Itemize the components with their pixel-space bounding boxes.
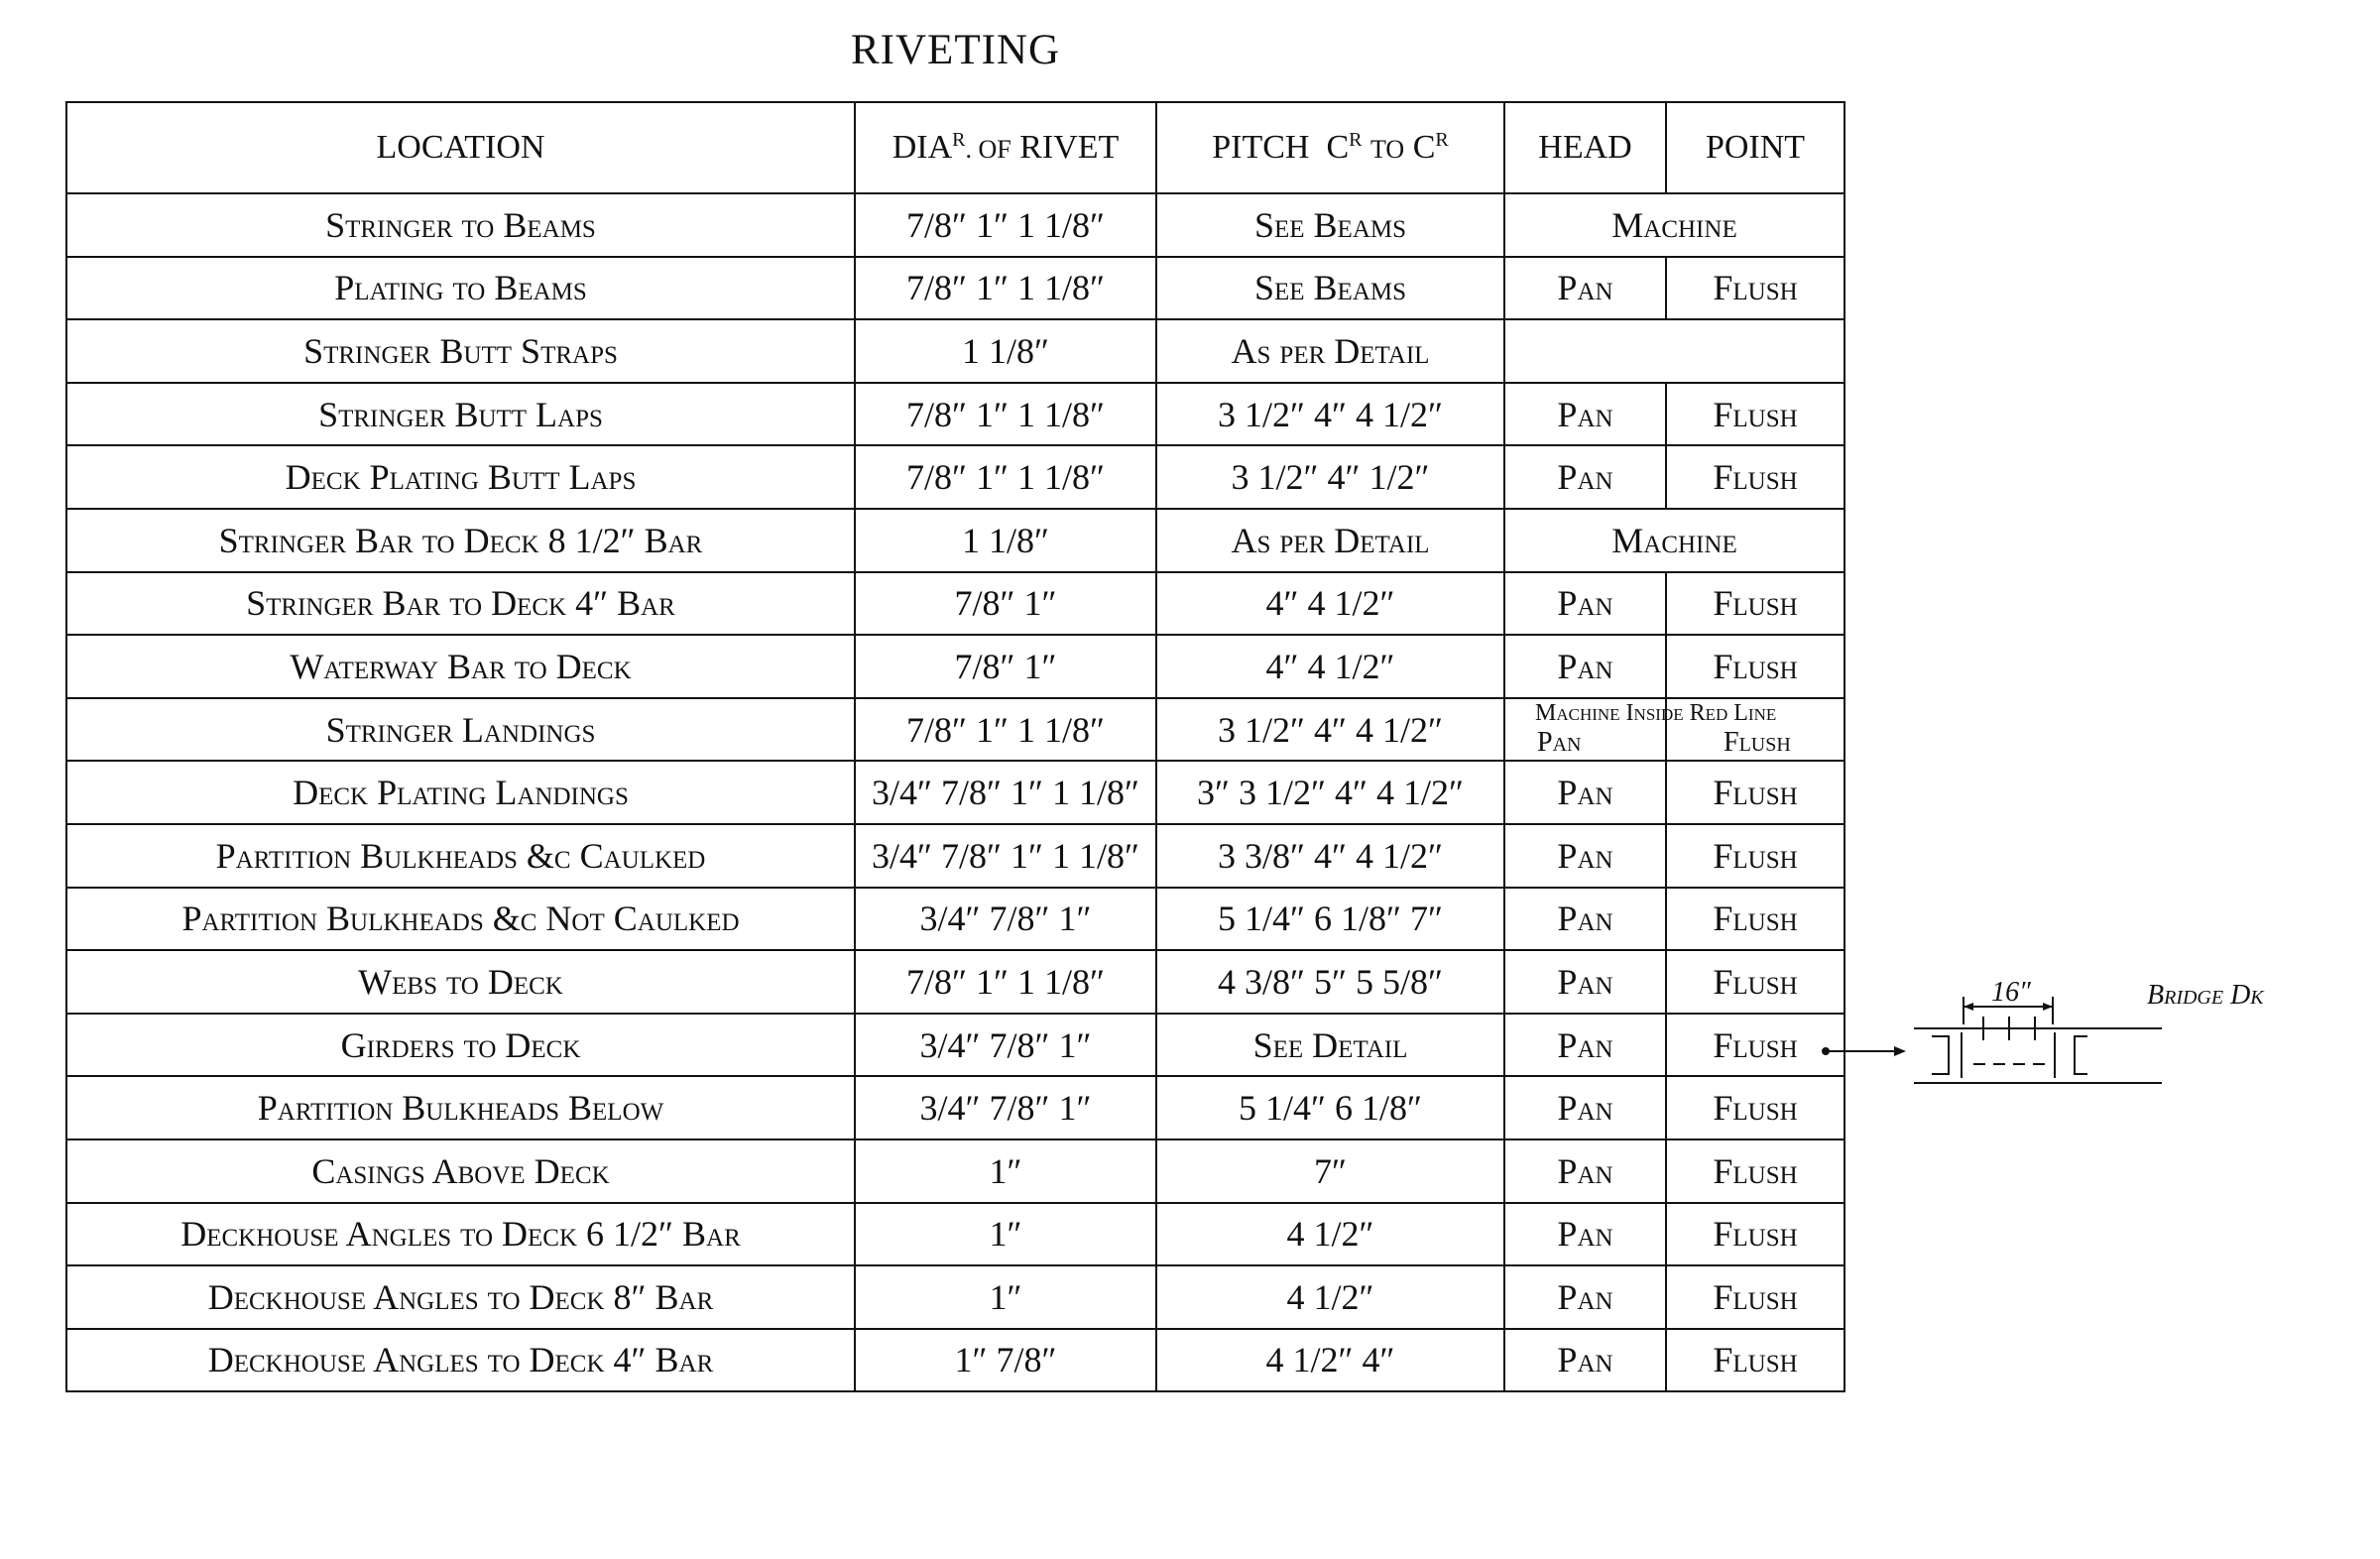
diameter-cell: 3/4″ 7/8″ 1″ (855, 888, 1156, 951)
diameter-cell: 7/8″ 1″ (855, 572, 1156, 636)
location-cell: Deckhouse Angles to Deck 8″ Bar (66, 1265, 855, 1329)
head-cell: Pan (1504, 445, 1666, 509)
pitch-cell: 4″ 4 1/2″ (1156, 572, 1504, 636)
head-cell (1504, 319, 1844, 383)
header-location (66, 102, 855, 193)
location-cell: Deck Plating Butt Laps (66, 445, 855, 509)
bridge-deck-label: Bridge Dk (2147, 980, 2264, 1011)
head-cell: Pan (1504, 1203, 1666, 1266)
point-cell: Flush (1666, 1076, 1844, 1139)
head-cell: Pan (1504, 383, 1666, 446)
head-cell: Pan (1504, 572, 1666, 636)
table-row (66, 698, 1844, 762)
head-value: Pan (1537, 726, 1582, 758)
dim-arrow-left-icon (1964, 1003, 1973, 1011)
pitch-cell: 7″ (1156, 1139, 1504, 1203)
header-location-label: LOCATION (376, 129, 545, 166)
pitch-cell: 5 1/4″ 6 1/8″ 7″ (1156, 888, 1504, 951)
head-cell: Machine (1504, 509, 1844, 572)
diameter-cell: 7/8″ 1″ (855, 635, 1156, 698)
header-pitch-c2: C (1412, 129, 1436, 166)
pitch-cell: 3 1/2″ 4″ 4 1/2″ (1156, 698, 1504, 762)
pitch-cell: 3 1/2″ 4″ 1/2″ (1156, 445, 1504, 509)
point-cell: Flush (1666, 1139, 1844, 1203)
pitch-cell: See Beams (1156, 193, 1504, 257)
table-row (66, 445, 1844, 509)
leader-arrow-icon (1894, 1046, 1906, 1056)
header-pitch-to: TO (1370, 135, 1405, 164)
pitch-cell: 4 3/8″ 5″ 5 5/8″ (1156, 950, 1504, 1014)
diameter-cell: 3/4″ 7/8″ 1″ (855, 1014, 1156, 1077)
header-row (66, 102, 1844, 193)
head-cell: Machine (1504, 193, 1844, 257)
location-cell: Partition Bulkheads &c Not Caulked (66, 888, 855, 951)
header-pitch-sup2: R (1435, 129, 1449, 151)
point-cell: Flush (1666, 824, 1844, 888)
table-row (66, 193, 1844, 257)
table-row (66, 761, 1844, 824)
location-cell: Deck Plating Landings (66, 761, 855, 824)
dimension-label: 16″ (1991, 977, 2031, 1008)
point-value: Flush (1724, 726, 1791, 758)
head-cell: Pan (1504, 761, 1666, 824)
location-cell: Stringer Butt Laps (66, 383, 855, 446)
table-row (66, 319, 1844, 383)
header-point-label: POINT (1705, 129, 1806, 166)
head-cell: Pan (1504, 1076, 1666, 1139)
table-row (66, 1076, 1844, 1139)
dim-arrow-right-icon (2043, 1003, 2053, 1011)
diameter-cell: 3/4″ 7/8″ 1″ (855, 1076, 1156, 1139)
header-head (1504, 102, 1666, 193)
point-cell: Flush (1666, 383, 1844, 446)
table-row (66, 1265, 1844, 1329)
diameter-cell: 7/8″ 1″ 1 1/8″ (855, 698, 1156, 762)
girder-left (1932, 1036, 1949, 1074)
diameter-cell: 1″ (855, 1203, 1156, 1266)
location-cell: Stringer Bar to Deck 4″ Bar (66, 572, 855, 636)
header-point (1666, 102, 1844, 193)
pitch-cell: 4 1/2″ (1156, 1203, 1504, 1266)
head-cell: Pan (1504, 888, 1666, 951)
point-cell: Flush (1666, 1203, 1844, 1266)
location-cell: Stringer Landings (66, 698, 855, 762)
location-cell: Waterway Bar to Deck (66, 635, 855, 698)
pitch-cell: 3 1/2″ 4″ 4 1/2″ (1156, 383, 1504, 446)
pitch-cell: 4 1/2″ (1156, 1265, 1504, 1329)
pitch-cell: 3″ 3 1/2″ 4″ 4 1/2″ (1156, 761, 1504, 824)
table-row (66, 950, 1844, 1014)
table-row (66, 1139, 1844, 1203)
point-cell: Flush (1666, 1014, 1844, 1077)
location-cell: Girders to Deck (66, 1014, 855, 1077)
head-cell: Pan (1504, 1014, 1666, 1077)
table-row (66, 888, 1844, 951)
point-cell: Flush (1666, 1265, 1844, 1329)
header-pitch-main: PITCH (1212, 129, 1310, 166)
location-cell: Partition Bulkheads &c Caulked (66, 824, 855, 888)
point-cell: Flush (1666, 1329, 1844, 1392)
pitch-cell: See Detail (1156, 1014, 1504, 1077)
pitch-cell: As per Detail (1156, 319, 1504, 383)
location-cell: Stringer Butt Straps (66, 319, 855, 383)
location-cell: Stringer to Beams (66, 193, 855, 257)
diameter-cell: 7/8″ 1″ 1 1/8″ (855, 257, 1156, 320)
machine-note: Machine Inside Red Line (1535, 699, 1777, 726)
header-dia-main: DIA (892, 129, 953, 166)
location-cell: Casings Above Deck (66, 1139, 855, 1203)
table-row (66, 383, 1844, 446)
diameter-cell: 7/8″ 1″ 1 1/8″ (855, 383, 1156, 446)
pitch-cell: 4 1/2″ 4″ (1156, 1329, 1504, 1392)
pitch-cell: 5 1/4″ 6 1/8″ (1156, 1076, 1504, 1139)
diameter-cell: 7/8″ 1″ 1 1/8″ (855, 193, 1156, 257)
diameter-cell: 1 1/8″ (855, 509, 1156, 572)
header-diameter (855, 102, 1156, 193)
location-cell: Deckhouse Angles to Deck 6 1/2″ Bar (66, 1203, 855, 1266)
header-pitch-sup1: R (1349, 129, 1363, 151)
girder-detail-diagram (1815, 967, 2281, 1096)
point-cell: Flush (1666, 635, 1844, 698)
location-cell: Deckhouse Angles to Deck 4″ Bar (66, 1329, 855, 1392)
riveting-table (65, 101, 1845, 1392)
diameter-cell: 1″ 7/8″ (855, 1329, 1156, 1392)
head-cell: Pan (1504, 257, 1666, 320)
header-dia-of: . OF (965, 135, 1012, 164)
head-cell: Pan (1504, 1329, 1666, 1392)
table-row (66, 1329, 1844, 1392)
head-cell: Pan (1504, 1265, 1666, 1329)
diameter-cell: 1″ (855, 1265, 1156, 1329)
point-cell: Flush (1666, 572, 1844, 636)
diameter-cell: 3/4″ 7/8″ 1″ 1 1/8″ (855, 824, 1156, 888)
header-pitch (1156, 102, 1504, 193)
point-cell: Flush (1666, 888, 1844, 951)
head-cell: Pan (1504, 824, 1666, 888)
table-row (66, 824, 1844, 888)
location-cell: Webs to Deck (66, 950, 855, 1014)
table-row (66, 1014, 1844, 1077)
table-row (66, 572, 1844, 636)
header-pitch-c1: C (1326, 129, 1350, 166)
point-cell: Flush (1666, 950, 1844, 1014)
pitch-cell: 3 3/8″ 4″ 4 1/2″ (1156, 824, 1504, 888)
point-cell: Flush (1666, 257, 1844, 320)
diameter-cell: 1″ (855, 1139, 1156, 1203)
pitch-cell: As per Detail (1156, 509, 1504, 572)
pitch-cell: See Beams (1156, 257, 1504, 320)
location-cell: Plating to Beams (66, 257, 855, 320)
girder-right (2075, 1036, 2087, 1074)
location-cell: Partition Bulkheads Below (66, 1076, 855, 1139)
diameter-cell: 7/8″ 1″ 1 1/8″ (855, 445, 1156, 509)
header-dia-rivet: RIVET (1019, 129, 1120, 166)
point-cell: Flush (1666, 761, 1844, 824)
location-cell: Stringer Bar to Deck 8 1/2″ Bar (66, 509, 855, 572)
head-cell: Pan (1504, 1139, 1666, 1203)
table-row (66, 509, 1844, 572)
diameter-cell: 7/8″ 1″ 1 1/8″ (855, 950, 1156, 1014)
pitch-cell: 4″ 4 1/2″ (1156, 635, 1504, 698)
head-cell: Pan (1504, 950, 1666, 1014)
table-row (66, 257, 1844, 320)
point-cell: Flush (1666, 445, 1844, 509)
header-dia-sup: R (952, 129, 966, 151)
table-row (66, 1203, 1844, 1266)
header-head-label: HEAD (1538, 129, 1632, 166)
head-cell: Pan (1504, 635, 1666, 698)
table-row (66, 635, 1844, 698)
point-cell (1666, 698, 1844, 762)
diameter-cell: 1 1/8″ (855, 319, 1156, 383)
diameter-cell: 3/4″ 7/8″ 1″ 1 1/8″ (855, 761, 1156, 824)
document-title: RIVETING (851, 27, 1061, 73)
